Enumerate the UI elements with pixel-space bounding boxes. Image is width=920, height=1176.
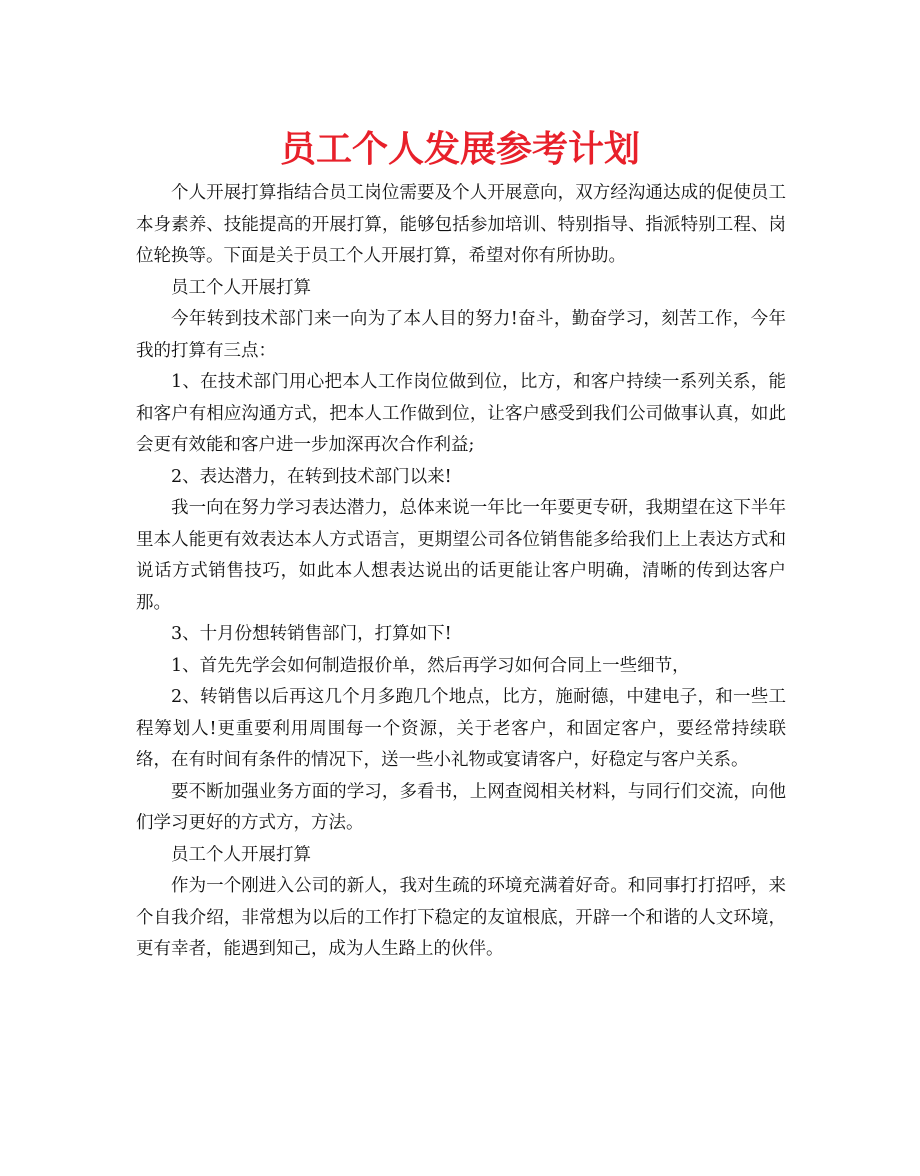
section-heading: 员工个人开展打算 [171,844,311,865]
section-heading: 员工个人开展打算 [171,277,311,298]
paragraph: 1、首先先学会如何制造报价单，然后再学习如何合同上一些细节， [171,655,690,676]
paragraph: 2、转销售以后再这几个月多跑几个地点，比方，施耐德，中建电子，和一些工程筹划人!更重要利用周围每一个资源，关于老客户，和固定客户，要经常持续联络，在有时间有条件的情况下，送一些小礼物或宴请客户，好稳定与客户关系。 [136,687,786,770]
paragraph: 2、表达潜力，在转到技术部门以来! [171,466,452,487]
paragraph: 今年转到技术部门来一向为了本人目的努力!奋斗，勤奋学习，刻苦工作，今年我的打算有三点： [136,309,786,361]
paragraph: 要不断加强业务方面的学习，多看书，上网查阅相关材料，与同行们交流，向他们学习更好的方式方，方法。 [136,781,786,833]
paragraph: 我一向在努力学习表达潜力，总体来说一年比一年要更专研，我期望在这下半年里本人能更有效表达本人方式语言，更期望公司各位销售能多给我们上上表达方式和说话方式销售技巧，如此本人想表达说出的话更能让客户明确，清晰的传到达客户那。 [136,498,786,613]
paragraph: 3、十月份想转销售部门，打算如下! [171,624,452,644]
document-title: 员工个人发展参考计划 [279,129,640,170]
paragraph-intro: 个人开展打算指结合员工岗位需要及个人开展意向，双方经沟通达成的促使员工本身素养、技能提高的开展打算，能够包括参加培训、特别指导、指派特别工程、岗位轮换等。下面是关于员工个人开展打算，希望对你有所协助。 [136,183,786,266]
paragraph: 作为一个刚进入公司的新人，我对生疏的环境充满着好奇。和同事打打招呼，来个自我介绍，非常想为以后的工作打下稳定的友谊根底，开辟一个和谐的人文环境，更有幸者，能遇到知己，成为人生路上的伙伴。 [136,876,786,959]
document-body [136,178,786,966]
paragraph: 1、在技术部门用心把本人工作岗位做到位，比方，和客户持续一系列关系，能和客户有相应沟通方式，把本人工作做到位，让客户感受到我们公司做事认真，如此会更有效能和客户进一步加深再次合作利益; [136,372,786,455]
